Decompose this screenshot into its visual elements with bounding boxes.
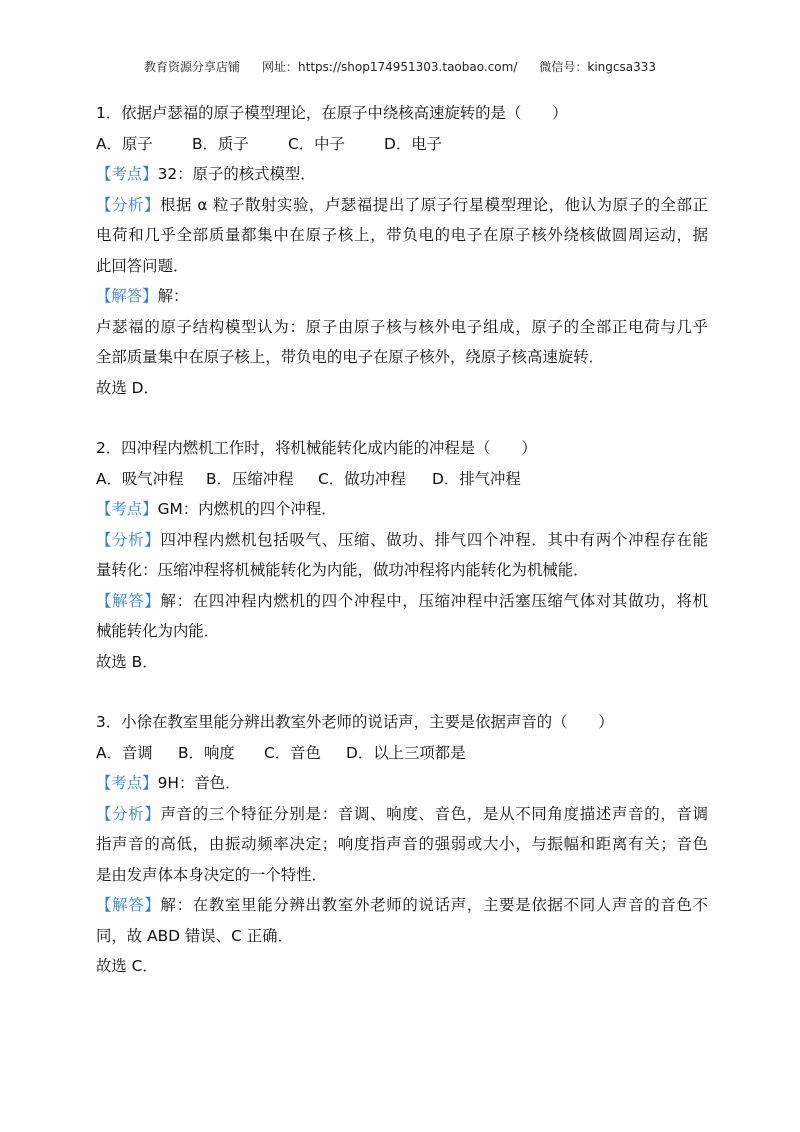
kaodian-section bbox=[96, 494, 708, 525]
option-b: B．质子 bbox=[192, 134, 249, 153]
option-d: D．电子 bbox=[384, 134, 443, 153]
jieda-line: 同，故 ABD 错误、C 正确． bbox=[96, 926, 293, 945]
fenxi-line: 指声音的高低，由振动频率决定；响度指声音的强弱或大小，与振幅和距离有关；音色 bbox=[96, 835, 708, 853]
kaodian-text: 9H：音色． bbox=[157, 774, 241, 792]
shop-name: 教育资源分享店铺 bbox=[144, 60, 241, 74]
fenxi-tag: 【分析】 bbox=[96, 804, 161, 823]
jieda-line: 卢瑟福的原子结构模型认为：原子由原子核与核外电子组成，原子的全部正电荷与几乎 bbox=[96, 317, 708, 336]
jieda-line: 械能转化为内能． bbox=[96, 622, 220, 640]
jieda-line: 解：在四冲程内燃机的四个冲程中，压缩冲程中活塞压缩气体对其做功，将机 bbox=[160, 591, 708, 610]
fenxi-line: 根据 α 粒子散射实验，卢瑟福提出了原子行星模型理论，他认为原子的全部正 bbox=[159, 195, 708, 214]
question-3 bbox=[96, 707, 708, 982]
fenxi-tag: 【分析】 bbox=[96, 195, 160, 214]
option-a: A．音调 bbox=[96, 743, 153, 762]
fenxi-line: 四冲程内燃机包括吸气、压缩、做功、排气四个冲程．其中有两个冲程存在能 bbox=[160, 530, 708, 549]
jieda-section bbox=[96, 281, 708, 373]
option-c: C．做功冲程 bbox=[318, 469, 406, 488]
answer-options bbox=[96, 464, 708, 495]
jieda-line: 全部质量集中在原子核上，带负电的电子在原子核外，绕原子核高速旋转． bbox=[96, 348, 604, 366]
jieda-section bbox=[96, 890, 708, 951]
wechat-id: 微信号：kingcsa333 bbox=[539, 60, 656, 74]
question-stem: 1．依据卢瑟福的原子模型理论，在原子中绕核高速旋转的是（ ） bbox=[96, 104, 568, 122]
kaodian-text: GM：内燃机的四个冲程． bbox=[157, 500, 337, 518]
fenxi-section bbox=[96, 525, 708, 586]
option-d: D．以上三项都是 bbox=[346, 743, 466, 762]
fenxi-section bbox=[96, 190, 708, 282]
page-header bbox=[0, 58, 800, 75]
fenxi-section bbox=[96, 799, 708, 891]
shop-url: 网址：https://shop174951303.taobao.com/ bbox=[262, 60, 518, 74]
final-answer: 故选 D． bbox=[96, 378, 159, 397]
jieda-line: 解： bbox=[157, 287, 189, 305]
answer-options bbox=[96, 738, 708, 769]
final-answer: 故选 C． bbox=[96, 957, 158, 975]
option-a: A．吸气冲程 bbox=[96, 469, 184, 488]
kaodian-section bbox=[96, 159, 708, 190]
kaodian-section bbox=[96, 768, 708, 799]
fenxi-line: 量转化：压缩冲程将机械能转化为内能，做功冲程将内能转化为机械能． bbox=[96, 561, 589, 579]
fenxi-line: 电荷和几乎全部质量都集中在原子核上，带负电的电子在原子核外绕核做圆周运动，据 bbox=[96, 226, 708, 244]
jieda-tag: 【解答】 bbox=[96, 896, 161, 914]
jieda-section bbox=[96, 586, 708, 647]
kaodian-tag: 【考点】 bbox=[96, 165, 158, 183]
option-d: D．排气冲程 bbox=[432, 469, 521, 488]
document-body bbox=[96, 98, 708, 982]
question-stem: 2．四冲程内燃机工作时，将机械能转化成内能的冲程是（ ） bbox=[96, 439, 537, 457]
option-a: A．原子 bbox=[96, 134, 153, 153]
kaodian-tag: 【考点】 bbox=[96, 774, 158, 792]
question-2 bbox=[96, 433, 708, 677]
fenxi-line: 是由发声体本身决定的一个特性． bbox=[96, 865, 327, 884]
option-c: C．中子 bbox=[288, 134, 345, 153]
fenxi-tag: 【分析】 bbox=[96, 530, 161, 549]
fenxi-line: 此回答问题． bbox=[96, 256, 189, 275]
kaodian-text: 32：原子的核式模型． bbox=[157, 165, 316, 183]
answer-options bbox=[96, 129, 708, 160]
fenxi-line: 声音的三个特征分别是：音调、响度、音色，是从不同角度描述声音的，音调 bbox=[160, 804, 708, 823]
jieda-tag: 【解答】 bbox=[96, 287, 158, 305]
question-1 bbox=[96, 98, 708, 403]
jieda-line: 解：在教室里能分辨出教室外老师的说话声，主要是依据不同人声音的音色不 bbox=[160, 896, 708, 914]
final-answer: 故选 B． bbox=[96, 652, 158, 671]
option-c: C．音色 bbox=[264, 743, 321, 762]
option-b: B．压缩冲程 bbox=[206, 469, 294, 488]
kaodian-tag: 【考点】 bbox=[96, 500, 158, 518]
option-b: B．响度 bbox=[178, 743, 235, 762]
question-stem: 3．小徐在教室里能分辨出教室外老师的说话声，主要是依据声音的（ ） bbox=[96, 713, 614, 731]
jieda-tag: 【解答】 bbox=[96, 591, 161, 610]
